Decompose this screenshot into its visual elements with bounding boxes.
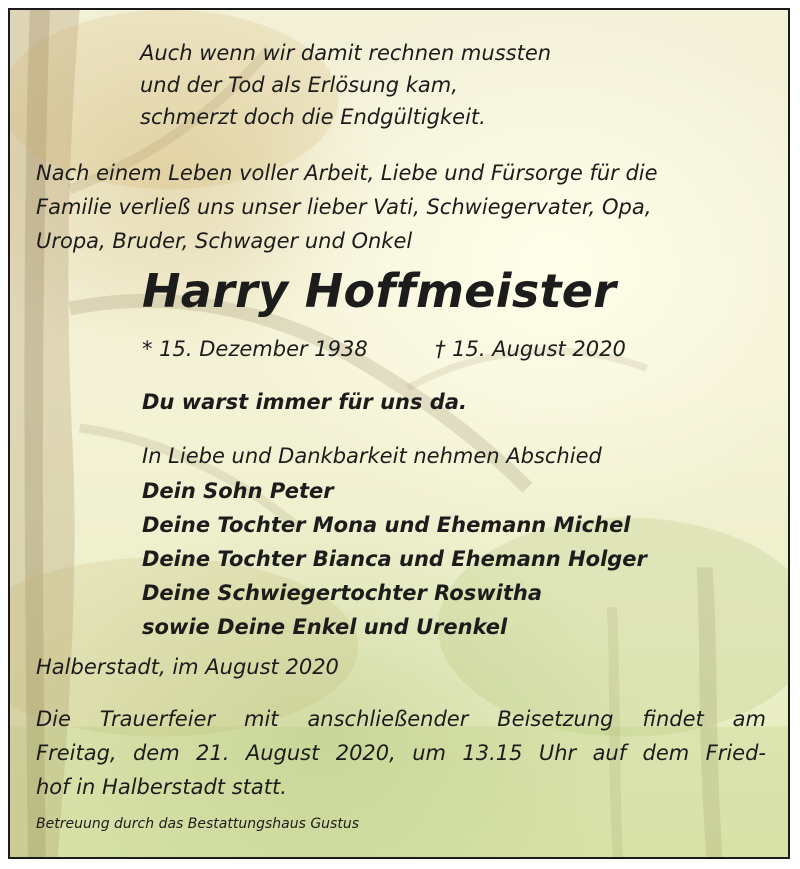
service-line: Die Trauerfeier mit anschließender Beisetzung findet am	[36, 707, 766, 731]
motto: Du warst immer für uns da.	[142, 390, 467, 414]
intro-line: Nach einem Leben voller Arbeit, Liebe und Fürsorge für die	[36, 161, 658, 185]
mourner-line: Dein Sohn Peter	[142, 479, 334, 503]
funeral-home-credit: Betreuung durch das Bestattungshaus Gustus	[36, 816, 360, 832]
service-line: Freitag, dem 21. August 2020, um 13.15 Uhr auf dem Fried-	[36, 741, 766, 765]
intro-line: Uropa, Bruder, Schwager und Onkel	[36, 229, 413, 253]
mourner-line: Deine Tochter Bianca und Ehemann Holger	[142, 547, 647, 571]
intro-line: Familie verließ uns unser lieber Vati, Schwiegervater, Opa,	[36, 195, 652, 219]
poem-line: und der Tod als Erlösung kam,	[140, 73, 458, 97]
service-line: hof in Halberstadt statt.	[36, 775, 287, 799]
birth-date: * 15. Dezember 1938	[142, 337, 368, 361]
notice-content	[10, 10, 788, 857]
poem-line: Auch wenn wir damit rechnen mussten	[140, 41, 552, 65]
obituary-card	[8, 8, 790, 859]
mourners-intro: In Liebe und Dankbarkeit nehmen Abschied	[142, 444, 602, 468]
poem-line: schmerzt doch die Endgültigkeit.	[140, 105, 486, 129]
deceased-name: Harry Hoffmeister	[142, 264, 617, 318]
death-date: † 15. August 2020	[435, 337, 626, 361]
mourner-line: Deine Tochter Mona und Ehemann Michel	[142, 513, 631, 537]
place-and-date: Halberstadt, im August 2020	[36, 655, 339, 679]
mourner-line: sowie Deine Enkel und Urenkel	[142, 615, 508, 639]
mourner-line: Deine Schwiegertochter Roswitha	[142, 581, 542, 605]
life-dates	[142, 337, 626, 361]
